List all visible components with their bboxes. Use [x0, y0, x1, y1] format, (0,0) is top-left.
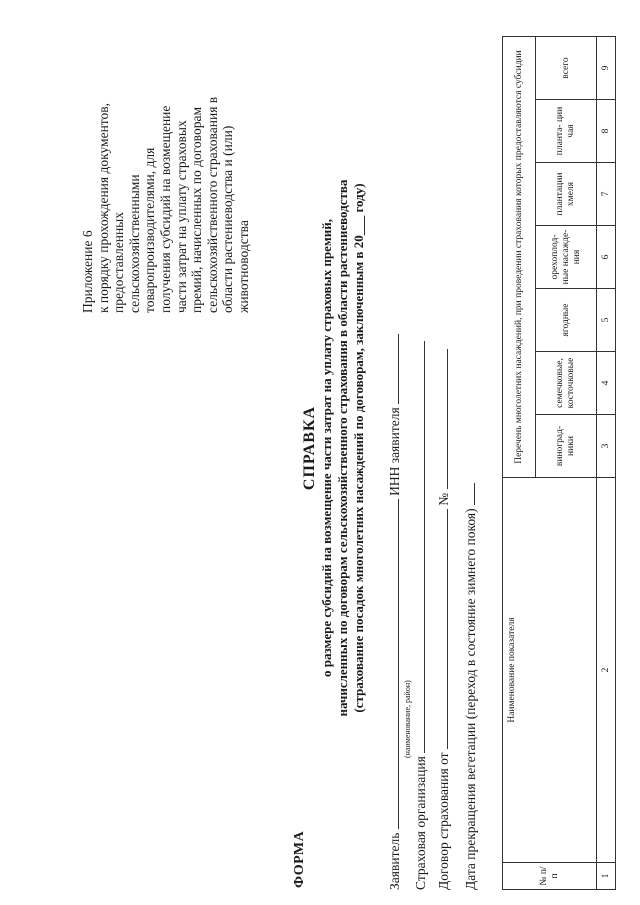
title-line: о размере субсидий на возмещение части затрат на уплату страховых премий,: [319, 218, 334, 678]
header-cell-number: № п/п: [503, 863, 597, 890]
subheader-cell: планта- ции чая: [536, 100, 597, 163]
form-label: ФОРМА: [292, 830, 307, 888]
appendix-line: премий, начисленных по договорам: [189, 106, 205, 313]
number-cell: 1: [597, 863, 616, 890]
number-cell: 3: [597, 415, 616, 478]
contract-number-line: [435, 349, 448, 489]
number-cell: 5: [597, 289, 616, 352]
vegetation-field: [462, 483, 479, 890]
table-header-row: [503, 37, 536, 890]
appendix-line: товаропроизводителями, для: [142, 147, 158, 313]
inn-input-line: [386, 334, 399, 404]
appendix-line: к порядку прохождения документов,: [95, 102, 111, 313]
subheader-cell: плантации хмеля: [536, 163, 597, 226]
number-cell: 7: [597, 163, 616, 226]
vegetation-label: Дата прекращения вегетации (переход в состояние зимнего покоя): [463, 508, 478, 890]
vegetation-input-line: [462, 483, 475, 505]
number-cell: 6: [597, 226, 616, 289]
applicant-caption: (наименование, район): [403, 680, 412, 758]
appendix-line: части затрат на уплату страховых: [173, 120, 189, 313]
appendix-line: сельскохозяйственного страхования в: [204, 96, 220, 313]
contract-field: [435, 349, 452, 890]
appendix-line: Приложение 6: [80, 230, 95, 313]
applicant-field: [386, 334, 403, 890]
appendix-line: сельскохозяйственными: [126, 174, 142, 313]
number-sign: №: [436, 492, 451, 506]
indicators-table: [502, 36, 616, 890]
appendix-line: предоставленных: [111, 212, 127, 313]
document-title: СПРАВКА: [301, 405, 318, 491]
insurer-field: [412, 341, 429, 890]
applicant-label: Заявитель: [387, 832, 402, 890]
number-cell: 8: [597, 100, 616, 163]
header-cell-name: Наименование показателя: [503, 478, 597, 863]
number-cell: 4: [597, 352, 616, 415]
document-sheet: [2, 8, 632, 898]
subheader-cell: всего: [536, 37, 597, 100]
appendix-line: животноводства: [235, 220, 251, 313]
applicant-input-line: [386, 499, 399, 829]
appendix-line: области растениеводства и (или): [220, 125, 236, 313]
subheader-cell: орехоплод- ные насажде- ния: [536, 226, 597, 289]
contract-date-line: [435, 509, 448, 749]
inn-label: ИНН заявителя: [387, 407, 402, 496]
subheader-cell: виноград- ники: [536, 415, 597, 478]
contract-label: Договор страхования от: [436, 752, 451, 890]
number-cell: 9: [597, 37, 616, 100]
table-number-row: [597, 37, 616, 890]
header-cell-group: Перечень многолетних насаждений, при проведении страхования которых предоставляются субсидии: [503, 37, 536, 478]
insurer-label: Страховая организация: [413, 756, 428, 890]
subheader-cell: ягодные: [536, 289, 597, 352]
subheader-cell: семечковые, косточковые: [536, 352, 597, 415]
number-cell: 2: [597, 478, 616, 863]
indicators-table-wrap: [502, 36, 616, 890]
insurer-input-line: [412, 341, 425, 753]
document-title-block: [302, 148, 367, 748]
title-line: (страхование посадок многолетних насаждений по договорам, заключенным в 20___ году): [351, 183, 366, 713]
title-line: начисленных по договорам сельскохозяйственного страхования в области растениеводства: [335, 179, 350, 717]
appendix-note: [80, 28, 252, 313]
appendix-line: получения субсидий на возмещение: [157, 105, 173, 313]
